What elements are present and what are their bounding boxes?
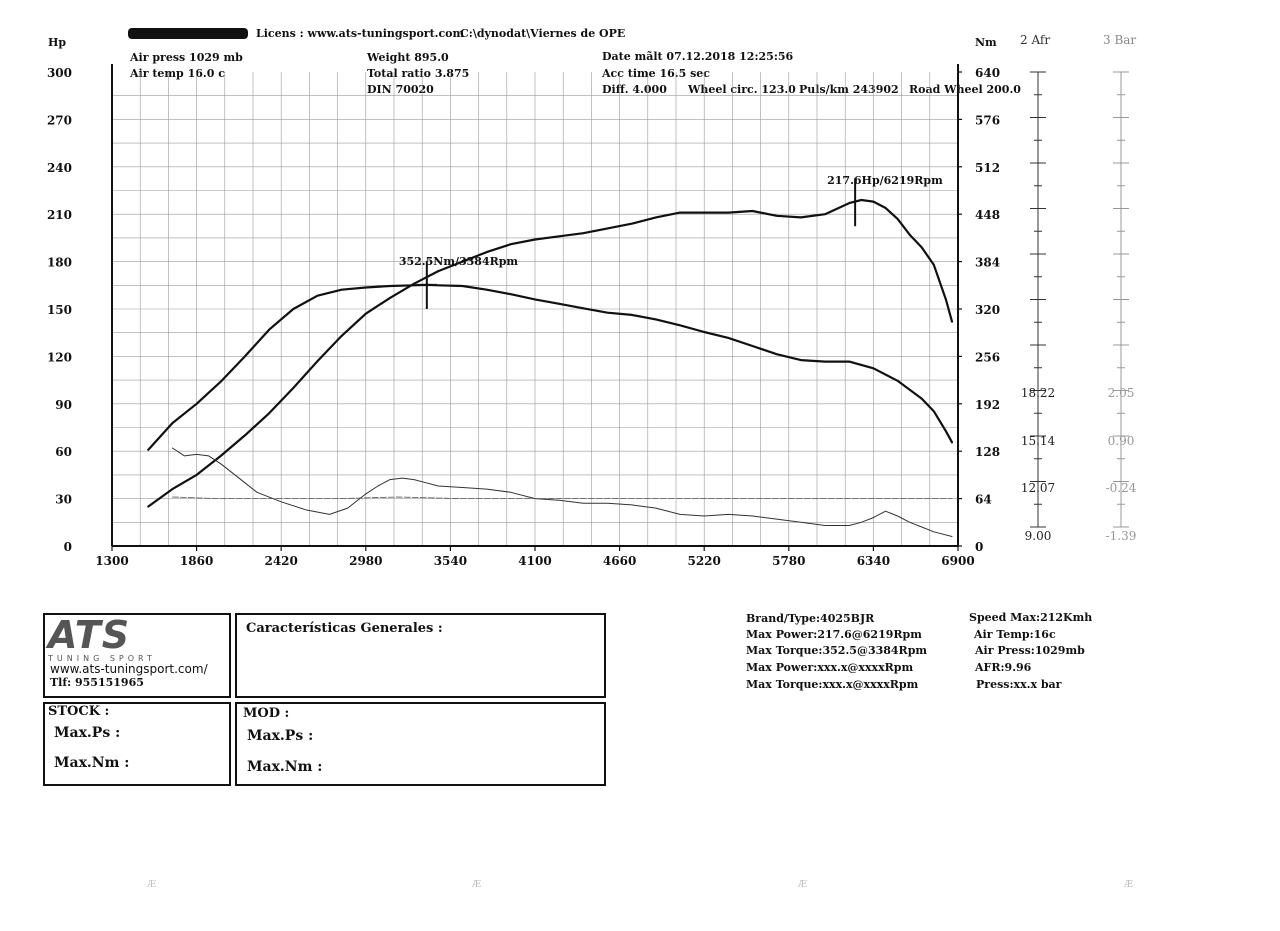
mod-max-nm: Max.Nm : — [247, 759, 323, 775]
road-wheel-header: Road Wheel 200.0 — [909, 83, 1021, 96]
peak-torque-label: 352.5Nm/3384Rpm — [398, 254, 519, 268]
bar-tick-label: 2.05 — [1107, 386, 1135, 400]
nm-tick-label: 0 — [975, 540, 984, 554]
footer-mark-3: Æ — [798, 880, 808, 890]
hp-tick-label: 90 — [55, 397, 72, 412]
mod-title: MOD : — [243, 706, 290, 721]
logo-tel: Tlf: 955151965 — [50, 676, 144, 689]
hp-tick-label: 270 — [46, 113, 72, 128]
x-tick-label: 1860 — [179, 554, 214, 568]
summary-max-power: Max Power:217.6@6219Rpm — [746, 628, 922, 641]
bar-tick-label: -0.24 — [1105, 481, 1137, 495]
hp-tick-label: 60 — [55, 445, 72, 460]
nm-tick-label: 64 — [975, 492, 992, 507]
x-tick-label: 1300 — [95, 554, 129, 568]
hp-tick-label: 150 — [46, 303, 72, 317]
wheel-circ-header: Wheel circ. 123.0 — [688, 83, 796, 96]
bar-tick-label: -1.39 — [1105, 529, 1137, 543]
hp-tick-label: 0 — [63, 540, 72, 554]
stock-max-nm: Max.Nm : — [54, 755, 130, 771]
bar-axis-title: 3 Bar — [1103, 33, 1137, 47]
footer-mark-2: Æ — [472, 880, 482, 890]
power-curve — [148, 200, 952, 507]
hp-tick-label: 180 — [46, 255, 72, 270]
hp-axis-title: Hp — [48, 36, 67, 49]
x-tick-label: 6900 — [941, 554, 975, 568]
x-tick-label: 2420 — [264, 554, 298, 568]
nm-tick-label: 384 — [975, 255, 1001, 270]
x-tick-label: 5220 — [687, 554, 721, 568]
licens-text: Licens : www.ats-tuningsport.com — [256, 27, 465, 40]
total-ratio-header: Total ratio 3.875 — [367, 67, 470, 80]
ats-logo: ATS TUNING SPORT — [48, 613, 156, 663]
x-tick-label: 5780 — [772, 554, 806, 568]
hp-tick-label: 240 — [46, 160, 72, 175]
footer-mark-1: Æ — [147, 880, 157, 890]
diff-header: Diff. 4.000 — [602, 83, 667, 96]
nm-tick-label: 128 — [975, 445, 1001, 460]
nm-tick-label: 320 — [975, 303, 1001, 317]
afr-tick-label: 18.22 — [1020, 386, 1056, 400]
nm-tick-label: 448 — [975, 208, 1001, 223]
bar-tick-label: 0.90 — [1107, 434, 1135, 448]
nm-tick-label: 192 — [975, 397, 1001, 412]
x-tick-label: 6340 — [856, 554, 891, 568]
din-header: DIN 70020 — [367, 83, 434, 96]
mod-max-ps: Max.Ps : — [247, 728, 314, 744]
nm-tick-label: 256 — [975, 350, 1001, 365]
x-tick-label: 4660 — [602, 554, 637, 568]
nm-tick-label: 576 — [975, 113, 1001, 128]
torque-curve — [148, 285, 952, 450]
hp-tick-label: 120 — [46, 350, 72, 365]
afr-axis-title: 2 Afr — [1020, 33, 1051, 47]
data-path: C:\dynodat\Viernes de OPE — [460, 27, 626, 40]
puls-km-header: Puls/km 243902 — [799, 83, 899, 96]
logo-url: www.ats-tuningsport.com/ — [50, 662, 208, 676]
date-header: Date mãlt 07.12.2018 12:25:56 — [602, 50, 794, 63]
x-tick-label: 2980 — [349, 554, 383, 568]
nm-tick-label: 640 — [975, 66, 1001, 80]
peak-power-label: 217.6Hp/6219Rpm — [827, 174, 943, 188]
acc-time-header: Acc time 16.5 sec — [602, 67, 710, 80]
air-temp-header: Air temp 16.0 c — [130, 67, 225, 80]
stock-title: STOCK : — [48, 704, 110, 719]
summary-press: Press:xx.x bar — [976, 678, 1062, 691]
summary-max-power-2: Max Power:xxx.x@xxxxRpm — [746, 661, 914, 674]
summary-air-temp: Air Temp:16c — [974, 628, 1056, 641]
afr-tick-label: 12.07 — [1020, 481, 1056, 495]
summary-max-torque-2: Max Torque:xxx.x@xxxxRpm — [746, 678, 919, 691]
afr-tick-label: 15.14 — [1020, 434, 1056, 448]
nm-axis-title: Nm — [975, 36, 997, 49]
summary-brand: Brand/Type:4025BJR — [746, 612, 875, 625]
air-press-header: Air press 1029 mb — [130, 51, 243, 64]
general-title: Características Generales : — [246, 621, 443, 636]
summary-max-torque: Max Torque:352.5@3384Rpm — [746, 644, 928, 657]
summary-speed-max: Speed Max:212Kmh — [969, 611, 1093, 624]
hp-tick-label: 30 — [55, 492, 72, 507]
summary-afr: AFR:9.96 — [975, 661, 1032, 674]
stock-max-ps: Max.Ps : — [54, 725, 121, 741]
x-tick-label: 3540 — [433, 554, 468, 568]
afr-curve — [172, 448, 952, 537]
hp-tick-label: 300 — [46, 66, 72, 80]
footer-mark-4: Æ — [1124, 880, 1134, 890]
summary-air-press: Air Press:1029mb — [975, 644, 1085, 657]
afr-tick-label: 9.00 — [1024, 529, 1052, 543]
hp-tick-label: 210 — [46, 208, 72, 223]
weight-header: Weight 895.0 — [367, 51, 449, 64]
x-tick-label: 4100 — [518, 554, 552, 568]
nm-tick-label: 512 — [975, 160, 1001, 175]
